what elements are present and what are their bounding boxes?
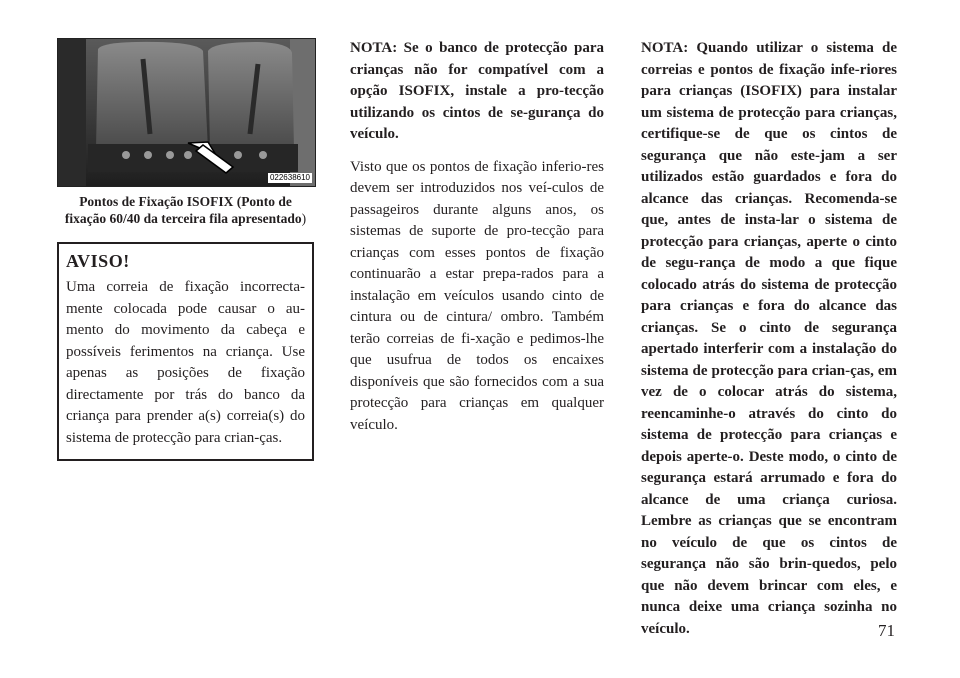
warning-text: Uma correia de fixação incorrecta-mente colocada pode causar o au-mento do movimento da cabeça e possíveis ferimentos na criança. Use apenas as posições de fixação directamente por trás do banco da criança para prender a(s) correia(s) do sistema de protecção para crian-ças. — [66, 279, 305, 446]
warning-title: AVISO! — [66, 251, 130, 271]
note-isofix-compat: NOTA: Se o banco de protecção para crianças não for compatível com a opção ISOFIX, instale a pro-tecção utilizando os cintos de se-gurança do veículo. — [350, 40, 604, 142]
isofix-seat-photo — [57, 38, 316, 187]
seat-illustration — [58, 39, 315, 186]
body-paragraph: Visto que os pontos de fixação inferio-res devem ser introduzidos nos veí-culos de passageiros durante alguns anos, os sistemas de suporte de pro-tecção para crianças com esses pontos de fixação continuarão a estar prepa-rados para a instalação em veículos usando cinto de cintura ou de cintura/ ombro. Também terão correias de fi-xação e pedimos-lhe que usufrua de todos os encaixes disponíveis que são fornecidos com a sua protecção para crianças em qualquer veículo. — [350, 158, 604, 433]
figure-caption — [57, 193, 314, 227]
left-column — [57, 38, 314, 461]
photo-id-label: 022638610 — [269, 173, 310, 182]
page-number: 71 — [878, 621, 895, 640]
caption-text: Pontos de Fixação ISOFIX (Ponto de fixação 60/40 da terceira fila apresentado — [64, 194, 302, 226]
note-seat-belts: NOTA: Quando utilizar o sistema de correias e pontos de fixação infe-riores para crianças (ISOFIX) para instalar um sistema de protecção para crianças, certifique-se de que os cintos de segurança que não este-jam a ser utilizados estão guardados e fora do alcance das crianças. Recomenda-se que, antes de insta-lar o sistema de protecção para crianças, aperte o cinto de segu-rança de modo a que fique colocado atrás do sistema de protecção para crianças e fora do alcance das crianças. Se o cinto de segurança apertado interferir com a instalação do sistema de protecção para crian-ças, em vez de o colocar atrás do sistema, reencaminhe-o através do cinto do sistema de protecção para crianças e depois aperte-o. Deste modo, o cinto de segurança estará arrumado e fora do alcance de uma criança curiosa. Lembre as crianças que se encontram no veículo de que os cintos de segurança não são brin-quedos, pelo que não devem brincar com eles, e nunca deixe uma criança sozinha no veículo. — [641, 40, 897, 637]
right-column — [641, 38, 897, 640]
middle-column — [350, 38, 604, 436]
caption-tail: ) — [301, 211, 307, 226]
warning-box — [57, 242, 314, 461]
